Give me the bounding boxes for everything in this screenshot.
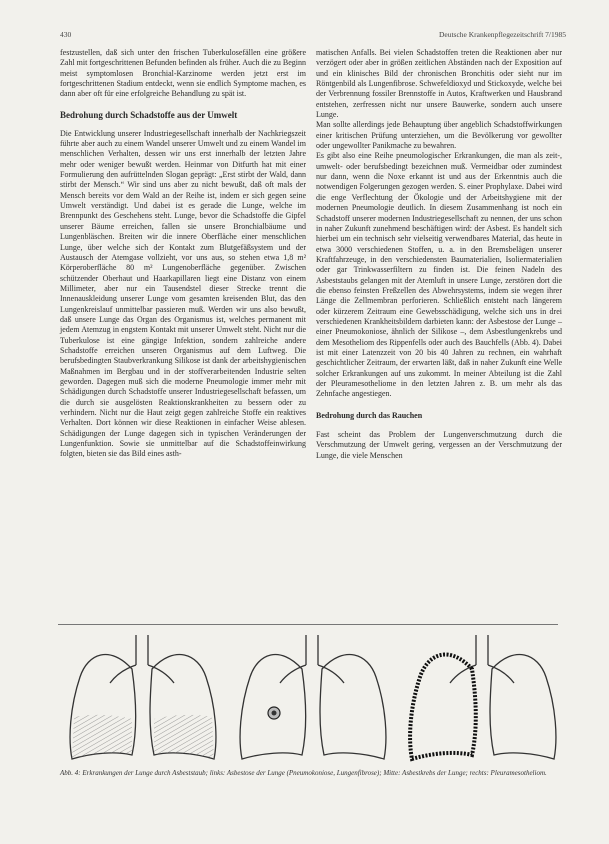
lung-cancer-drawing xyxy=(240,635,386,759)
body-paragraph: Es gibt also eine Reihe pneumologischer Erkrankungen, die man als zeit-, umwelt- oder berufsbedingt bezeichnen muß. Vermeidbar oder zumindest nur dann, wenn die Noxe erkannt ist und aus der Erkenntnis auch die notwendigen Folgerungen gezogen werden. S. einer Prophylaxe. Dabei wird die enge Verflechtung der Ökologie und der Arbeitshygiene mit der modernen Pneumologie deutlich. In diesem Zusammenhang ist noch ein Schadstoff unserer modernen Industriegesellschaft zu nennen, der uns schon in naher Zukunft zunehmend beschäftigen wird: der Asbest. Es handelt sich hierbei um ein technisch sehr vielseitig verwendbares Material, das heute in etwa 3000 verschiedenen Stoffen, u. a. in den Bremsbelägen unserer Kraftfahrzeuge, in den verschiedensten Baumaterialien, Isoliermaterialien oder gar Trinkwasserfiltern zu finden ist. Die feinen Nadeln des Asbeststaubs gelangen mit der Atemluft in unsere Lunge, zerstören dort die die ebenso feinsten Freßzellen des Abwehrsystems, indem sie wegen ihrer Länge die Zellmembran perforieren. Schließlich entsteht nach längerem oder kürzerem Zeitraum eine Gewebsschädigung, welche sich uns in drei verschiedenen Krankheitsbildern darbieten kann: der Asbestose der Lunge – einer Pneumokoniose, ähnlich der Silikose –, dem Asbestlungenkrebs und dem Mesotheliom des Rippenfells oder auch des Bauchfells (Abb. 4). Dabei ist mit einer Latenzzeit von 20 bis 40 Jahren zu rechnen, ein wahrhaft geschichtlicher Zeitraum, der erwarten läßt, daß in naher Zukunft eine Welle solcher Erkrankungen auf uns zukommt. In meiner Abteilung ist die Zahl der Pleuramesotheliome in den letzten Jahren z. B. um mehr als das Zehnfache angestiegen. xyxy=(316,151,562,399)
body-paragraph: matischen Anfalls. Bei vielen Schadstoffen treten die Reaktionen aber nur verzögert oder aber in größen zeitlichen Abständen nach der Exposition auf und ein klinisches Bild der chronischen Bronchitis oder sieht nur im Röntgenbild als Lungenfibrose. Schwefeldioxyd und Stickoxyde, welche bei der Verbrennung fossiler Brennstoffe in Autos, Kraftwerken und Hausbrand entstehen, zerfressen nicht nur unsere Bauwerke, sondern auch unsere Lunge. xyxy=(316,48,562,120)
journal-reference: Deutsche Krankenpflegezeitschrift 7/1985 xyxy=(438,30,566,39)
intro-paragraph: festzustellen, daß sich unter den frischen Tuberkulosefällen eine größere Zahl mit fortgeschrittenen Befunden befinden als früher. Auch die zu Beginn meist symptomlosen Bronchial-Karzinome werden jetzt erst im fortgeschrittenen Stadium entdeckt, wenn sie endlich Symptome machen, es dann aber oft für eine erfolgreiche Behandlung zu spät ist. xyxy=(60,48,306,99)
figure-caption: Abb. 4: Erkrankungen der Lunge durch Asbeststaub; links: Asbestose der Lunge (Pneumokoniose, Lungenfibrose); Mitte: Asbestkrebs der Lunge; rechts: Pleuramesotheliom. xyxy=(60,769,547,777)
lung-asbestosis-drawing xyxy=(70,635,216,759)
page-header xyxy=(60,30,566,44)
lung-mesothelioma-drawing xyxy=(410,635,556,759)
page-number: 430 xyxy=(60,30,72,39)
lung-illustrations xyxy=(58,631,558,765)
section-subheading: Bedrohung durch das Rauchen xyxy=(316,410,423,420)
right-column xyxy=(316,48,562,461)
body-paragraph: Die Entwicklung unserer Industriegesellschaft innerhalb der Nachkriegszeit führte aber auch zu einem Wandel unserer Umwelt und zu einem Wandel im menschlichen Verhalten, dessen wir uns erst innerhalb der letzten Jahre mehr oder weniger bewußt werden. Heinmar von Ditfurth hat mit einer Formulierung den aufrüttelnden Slogan geprägt: „Erst stirbt der Wald, dann stirbt der Mensch.“ Wir sind uns aber zu nicht bewußt, daß oft mals der Mensch bereits vor dem Wald an der Reihe ist, indem er sich gegen seine Umwelt verständigt. Und dabei ist es gerade die Lunge, welche im Brennpunkt des Geschehens steht. Lunge, bevor die Schadstoffe die Gipfel unserer Bäume erreichen, fallen sie unsere Bronchialbäume und Lungenbläschen. Breiten wir die innere Oberfläche einer menschlichen Lunge, über welche sich der Kontakt zum Blutgefäßsystem und der Austausch der Atemgase vollzieht, vor uns aus, so stehen etwa 1,8 m² Körperoberfläche 80 m² Lungenoberfläche gegenüber. Zwischen schützender Oberhaut und Haarkapillaren liegt eine Distanz von einem Millimeter, aber nur ein Tausendstel dieser Strecke trennt die Innenauskleidung unserer Lunge vom gesamten kreisenden Blut, das den Lungenkreislauf unmittelbar passieren muß. Werden wir uns also bewußt, daß unsere Lunge das Organ des Organismus ist, welches permanent mit jedem Atemzug in engstem Kontakt mit unserer Umwelt steht. Nicht nur die Tuberkulose ist eine gängige Infektion, sondern zahlreiche andere Schadstoffe erreichen unseren Organismus auf dem Luftweg. Die berufsbedingten Staubverkrankung Silikose ist dank der arbeitshygienischen Maßnahmen im Bergbau und in der stoffverarbeitenden Industrie selten geworden. Dagegen muß sich die moderne Pneumologie immer mehr mit Schädigungen durch Schadstoffe unserer Industriegesellschaft befassen, um die durch sie ausgelösten Reaktionskrankheiten zu bessern oder zu verhindern. Nicht nur die Haut zeigt gegen zahlreiche Stoffe ein reaktives Verhalten. Dort können wir diese Reaktionen in einfacher Weise ablesen. Schädigungen der Lunge dagegen sich in typischen Veränderungen der Lungenfunktion. Sowie sie unmittelbar auf die Schadstoffeinwirkung folgten, bieten sie das Bild eines asth- xyxy=(60,128,306,459)
figure-lung-diseases xyxy=(58,624,558,797)
body-paragraph: Fast scheint das Problem der Lungenverschmutzung durch die Verschmutzung der Umwelt gering, vergessen an der Verschmutzung der Lunge, die viele Menschen xyxy=(316,430,562,460)
left-column xyxy=(60,48,306,460)
body-paragraph: Man sollte allerdings jede Behauptung über angeblich Schadstoffwirkungen einer kritischen Prüfung unterziehen, um die Bevölkerung vor gewollter oder ungewollter Panikmache zu bewahren. xyxy=(316,120,562,151)
section-heading: Bedrohung durch Schadstoffe aus der Umwelt xyxy=(60,109,238,120)
